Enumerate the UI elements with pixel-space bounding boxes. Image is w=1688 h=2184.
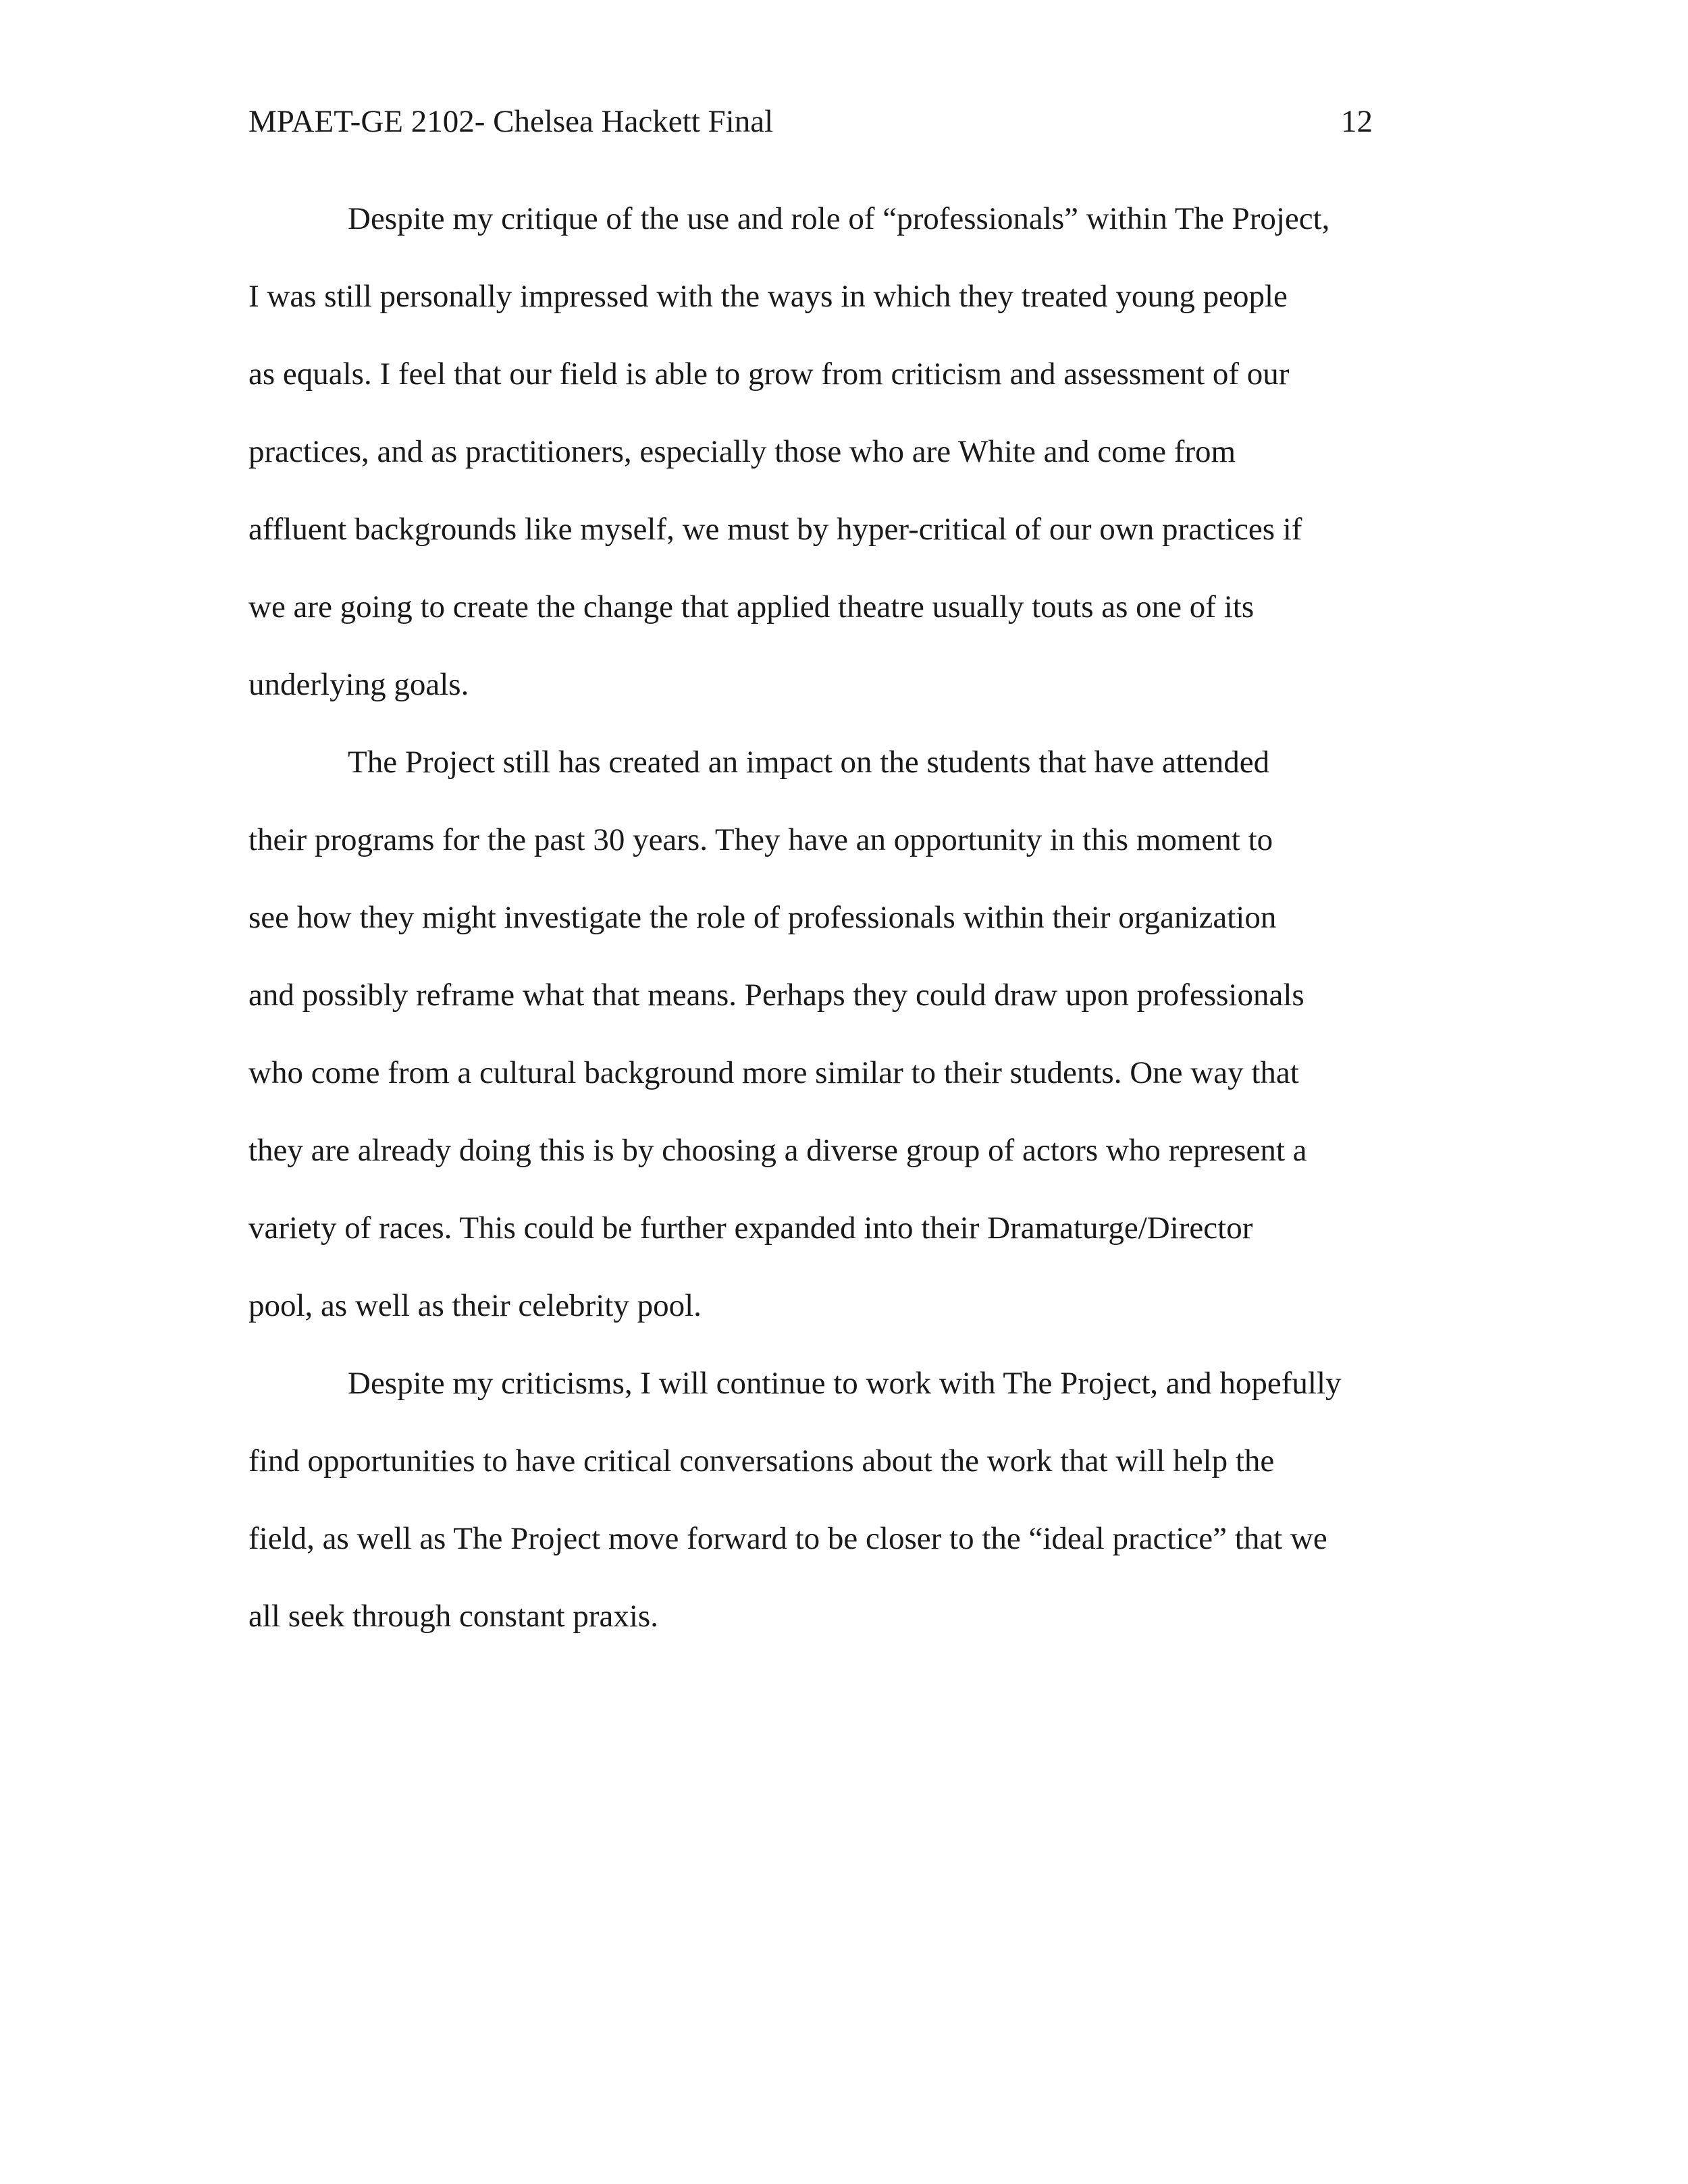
text-line: affluent backgrounds like myself, we must by hyper-critical of our own practices if bbox=[248, 512, 1302, 547]
text-line: they are already doing this is by choosing a diverse group of actors who represent a bbox=[248, 1133, 1307, 1168]
text-line: all seek through constant praxis. bbox=[248, 1599, 658, 1634]
text-line: we are going to create the change that applied theatre usually touts as one of its bbox=[248, 589, 1255, 624]
text-line: variety of races. This could be further expanded into their Dramaturge/Director bbox=[248, 1210, 1253, 1246]
running-header bbox=[248, 101, 1373, 142]
text-line: as equals. I feel that our field is able to grow from criticism and assessment of our bbox=[248, 356, 1290, 392]
body-text bbox=[248, 198, 1437, 1674]
text-line: field, as well as The Project move forward to be closer to the “ideal practice” that we bbox=[248, 1521, 1327, 1556]
text-line: The Project still has created an impact on the students that have attended bbox=[348, 745, 1270, 780]
running-title: MPAET-GE 2102- Chelsea Hackett Final bbox=[248, 104, 774, 139]
paragraph-1 bbox=[248, 198, 1437, 742]
text-line: see how they might investigate the role of professionals within their organization bbox=[248, 900, 1277, 935]
paragraph-2 bbox=[248, 742, 1437, 1363]
text-line: and possibly reframe what that means. Perhaps they could draw upon professionals bbox=[248, 978, 1304, 1013]
text-line: I was still personally impressed with the ways in which they treated young people bbox=[248, 279, 1288, 314]
page-number: 12 bbox=[1341, 104, 1373, 139]
text-line: Despite my criticisms, I will continue to work with The Project, and hopefully bbox=[348, 1366, 1342, 1401]
text-line: find opportunities to have critical conversations about the work that will help the bbox=[248, 1443, 1275, 1479]
text-line: underlying goals. bbox=[248, 667, 469, 702]
paragraph-3 bbox=[248, 1363, 1437, 1674]
text-line: Despite my critique of the use and role of “professionals” within The Project, bbox=[348, 201, 1330, 236]
text-line: practices, and as practitioners, especially those who are White and come from bbox=[248, 434, 1236, 469]
text-line: their programs for the past 30 years. They have an opportunity in this moment to bbox=[248, 822, 1273, 857]
text-line: who come from a cultural background more similar to their students. One way that bbox=[248, 1055, 1299, 1090]
text-line: pool, as well as their celebrity pool. bbox=[248, 1288, 702, 1323]
